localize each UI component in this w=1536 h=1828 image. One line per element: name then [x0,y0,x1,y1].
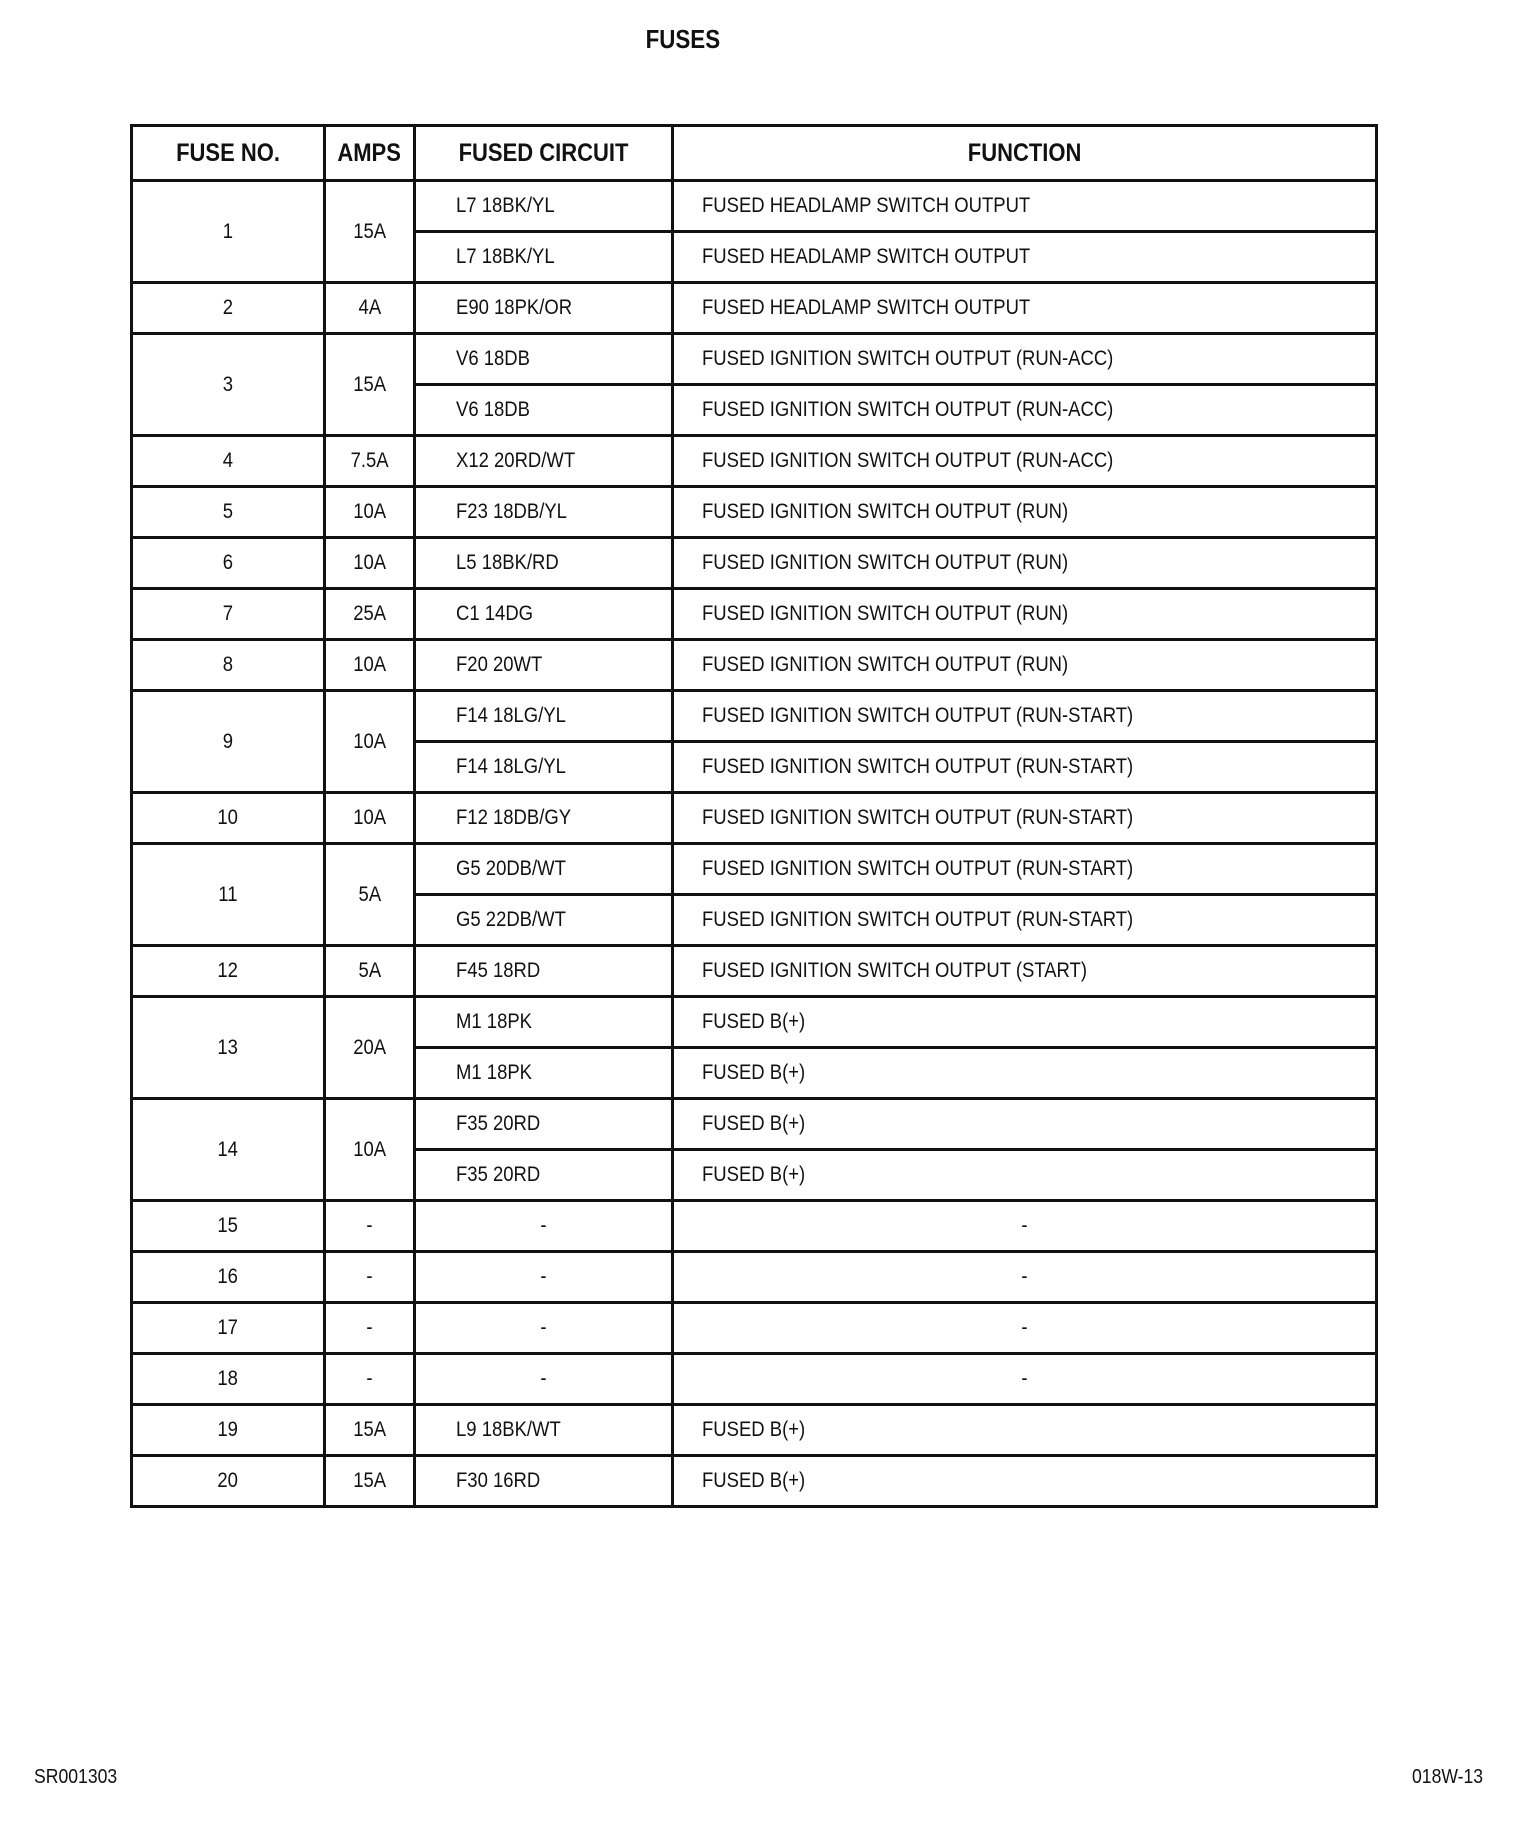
fuse-number-cell: 19 [132,1405,325,1456]
amps-cell: 10A [325,640,415,691]
table-row [132,1456,1377,1507]
fused-circuit-cell: - [415,1252,673,1303]
fused-circuit-cell: M1 18PK [415,997,673,1048]
amps-cell: 10A [325,538,415,589]
table-row [132,283,1377,334]
fused-circuit-cell: F35 20RD [415,1099,673,1150]
fuse-number-cell: 13 [132,997,325,1099]
table-row [132,946,1377,997]
amps-cell: - [325,1252,415,1303]
function-cell: - [673,1252,1377,1303]
function-cell: FUSED HEADLAMP SWITCH OUTPUT [673,181,1377,232]
document-code-left: SR001303 [34,1766,118,1788]
table-row [132,844,1377,895]
fused-circuit-cell: G5 22DB/WT [415,895,673,946]
amps-cell: 20A [325,997,415,1099]
fused-circuit-cell: X12 20RD/WT [415,436,673,487]
function-cell: FUSED IGNITION SWITCH OUTPUT (RUN-ACC) [673,334,1377,385]
function-cell: FUSED IGNITION SWITCH OUTPUT (RUN) [673,538,1377,589]
fused-circuit-cell: F30 16RD [415,1456,673,1507]
fused-circuit-cell: L7 18BK/YL [415,181,673,232]
fuse-number-cell: 6 [132,538,325,589]
document-title: FUSES [645,24,721,54]
fused-circuit-cell: G5 20DB/WT [415,844,673,895]
fuse-table [130,124,1378,1508]
function-cell: FUSED B(+) [673,1099,1377,1150]
table-row [132,334,1377,385]
amps-cell: - [325,1201,415,1252]
table-row [132,487,1377,538]
fuse-number-cell: 17 [132,1303,325,1354]
function-cell: FUSED B(+) [673,1048,1377,1099]
amps-cell: 10A [325,1099,415,1201]
table-row [132,1252,1377,1303]
header-amps: AMPS [325,126,415,181]
fused-circuit-cell: F45 18RD [415,946,673,997]
fused-circuit-cell: M1 18PK [415,1048,673,1099]
amps-cell: 15A [325,181,415,283]
function-cell: FUSED IGNITION SWITCH OUTPUT (RUN) [673,589,1377,640]
fuse-number-cell: 5 [132,487,325,538]
fuse-number-cell: 11 [132,844,325,946]
function-cell: FUSED B(+) [673,1150,1377,1201]
function-cell: - [673,1201,1377,1252]
function-cell: FUSED IGNITION SWITCH OUTPUT (RUN) [673,487,1377,538]
table-row [132,589,1377,640]
table-row [132,1405,1377,1456]
table-row [132,436,1377,487]
function-cell: FUSED IGNITION SWITCH OUTPUT (RUN-ACC) [673,385,1377,436]
table-row [132,997,1377,1048]
document-code-right: 018W-13 [1412,1766,1484,1788]
fused-circuit-cell: V6 18DB [415,334,673,385]
function-cell: FUSED IGNITION SWITCH OUTPUT (RUN-START) [673,844,1377,895]
fuse-table-body [132,181,1377,1507]
function-cell: FUSED IGNITION SWITCH OUTPUT (RUN-START) [673,895,1377,946]
amps-cell: 5A [325,844,415,946]
amps-cell: 25A [325,589,415,640]
fused-circuit-cell: V6 18DB [415,385,673,436]
header-fused-circuit: FUSED CIRCUIT [415,126,673,181]
function-cell: FUSED IGNITION SWITCH OUTPUT (START) [673,946,1377,997]
fuse-number-cell: 3 [132,334,325,436]
fused-circuit-cell: F35 20RD [415,1150,673,1201]
table-row [132,640,1377,691]
amps-cell: 4A [325,283,415,334]
amps-cell: 10A [325,691,415,793]
function-cell: FUSED IGNITION SWITCH OUTPUT (RUN-START) [673,691,1377,742]
fuse-number-cell: 2 [132,283,325,334]
fused-circuit-cell: F14 18LG/YL [415,691,673,742]
fuse-number-cell: 14 [132,1099,325,1201]
fuse-number-cell: 10 [132,793,325,844]
fused-circuit-cell: E90 18PK/OR [415,283,673,334]
function-cell: FUSED B(+) [673,1456,1377,1507]
table-row [132,793,1377,844]
amps-cell: 10A [325,487,415,538]
function-cell: FUSED B(+) [673,997,1377,1048]
amps-cell: 15A [325,1456,415,1507]
fused-circuit-cell: - [415,1201,673,1252]
header-fuse-no: FUSE NO. [132,126,325,181]
table-row [132,1099,1377,1150]
fuse-number-cell: 4 [132,436,325,487]
fused-circuit-cell: L7 18BK/YL [415,232,673,283]
function-cell: - [673,1303,1377,1354]
header-function: FUNCTION [673,126,1377,181]
table-row [132,181,1377,232]
fused-circuit-cell: L5 18BK/RD [415,538,673,589]
table-row [132,1303,1377,1354]
amps-cell: - [325,1354,415,1405]
table-row [132,1354,1377,1405]
function-cell: FUSED IGNITION SWITCH OUTPUT (RUN-START) [673,793,1377,844]
fuse-number-cell: 20 [132,1456,325,1507]
fused-circuit-cell: - [415,1303,673,1354]
fused-circuit-cell: F20 20WT [415,640,673,691]
fused-circuit-cell: - [415,1354,673,1405]
fuse-number-cell: 9 [132,691,325,793]
function-cell: FUSED HEADLAMP SWITCH OUTPUT [673,283,1377,334]
function-cell: FUSED IGNITION SWITCH OUTPUT (RUN-ACC) [673,436,1377,487]
table-row [132,538,1377,589]
amps-cell: 5A [325,946,415,997]
amps-cell: 15A [325,1405,415,1456]
table-row [132,1201,1377,1252]
amps-cell: 10A [325,793,415,844]
function-cell: FUSED HEADLAMP SWITCH OUTPUT [673,232,1377,283]
function-cell: FUSED IGNITION SWITCH OUTPUT (RUN-START) [673,742,1377,793]
fuse-number-cell: 15 [132,1201,325,1252]
table-header-row [132,126,1377,181]
table-row [132,691,1377,742]
function-cell: - [673,1354,1377,1405]
fuse-number-cell: 1 [132,181,325,283]
fuse-number-cell: 8 [132,640,325,691]
fuse-number-cell: 12 [132,946,325,997]
function-cell: FUSED IGNITION SWITCH OUTPUT (RUN) [673,640,1377,691]
fused-circuit-cell: F14 18LG/YL [415,742,673,793]
amps-cell: 15A [325,334,415,436]
fused-circuit-cell: F23 18DB/YL [415,487,673,538]
function-cell: FUSED B(+) [673,1405,1377,1456]
fuse-number-cell: 18 [132,1354,325,1405]
fuse-number-cell: 7 [132,589,325,640]
amps-cell: - [325,1303,415,1354]
fuse-number-cell: 16 [132,1252,325,1303]
amps-cell: 7.5A [325,436,415,487]
fused-circuit-cell: L9 18BK/WT [415,1405,673,1456]
fused-circuit-cell: C1 14DG [415,589,673,640]
fused-circuit-cell: F12 18DB/GY [415,793,673,844]
